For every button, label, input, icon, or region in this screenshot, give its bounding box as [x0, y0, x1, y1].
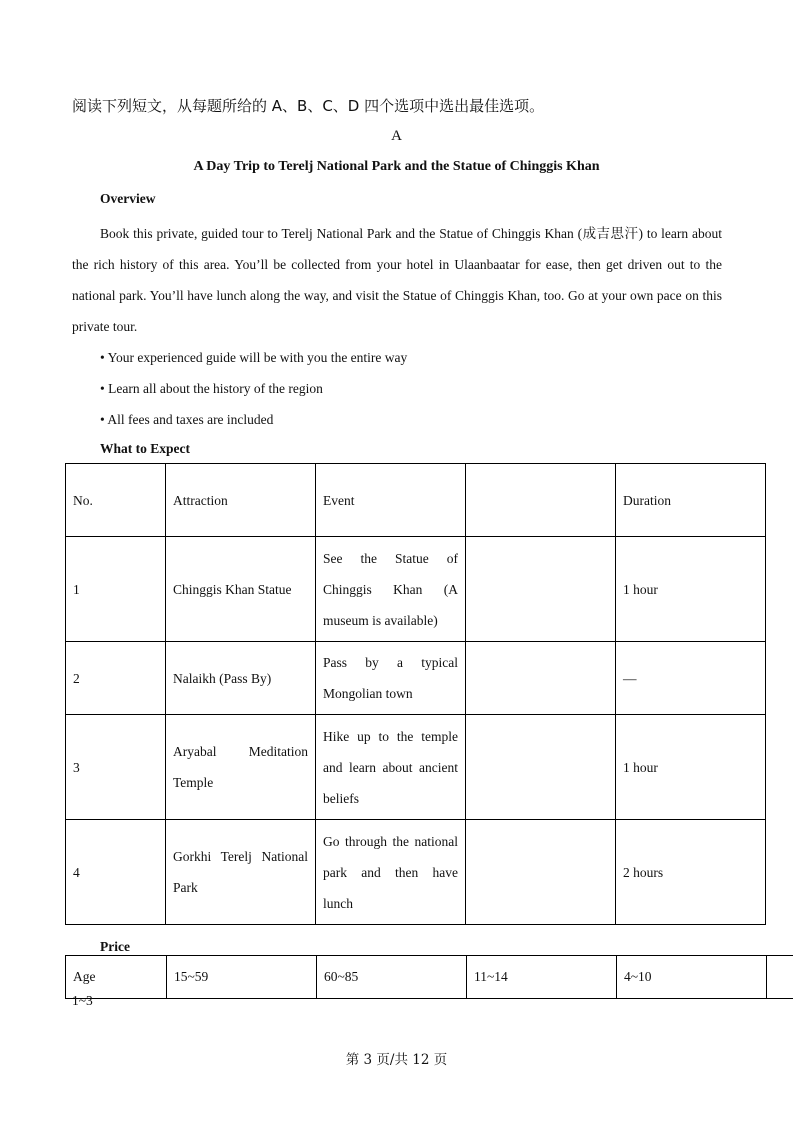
section-letter: A — [391, 128, 402, 144]
instruction: 阅读下列短文，从每题所给的 A、B、C、D 四个选项中选出最佳选项。 — [72, 97, 545, 115]
table-row — [66, 820, 766, 925]
table-row — [66, 715, 766, 820]
price-cell — [767, 956, 793, 999]
price-table — [65, 955, 793, 999]
page-footer: 第 3 页/共 12 页 — [345, 1052, 448, 1068]
extra-cell — [466, 537, 616, 642]
header-cell: Attraction — [166, 464, 316, 537]
row-number: 3 — [66, 715, 166, 820]
price-row — [66, 956, 793, 999]
extra-cell — [466, 642, 616, 715]
overview-paragraph — [72, 218, 722, 342]
event-cell: Hike up to the temple and learn about ancient beliefs — [316, 715, 466, 820]
event-cell: See the Statue of Chinggis Khan (A museum is available) — [316, 537, 466, 642]
bullet-item: • Your experienced guide will be with you the entire way — [100, 350, 408, 365]
duration-cell: 1 hour — [616, 537, 766, 642]
header-cell: No. — [66, 464, 166, 537]
attraction-cell: Gorkhi Terelj National Park — [166, 820, 316, 925]
table-row — [66, 642, 766, 715]
header-cell — [466, 464, 616, 537]
itinerary-table — [65, 463, 766, 925]
table-row — [66, 537, 766, 642]
extra-cell — [466, 820, 616, 925]
price-cell: 11~14 — [467, 956, 617, 999]
bullet-item: • Learn all about the history of the region — [100, 381, 323, 396]
header-cell: Duration — [616, 464, 766, 537]
row-number: 2 — [66, 642, 166, 715]
price-overflow-label: 1~3 — [72, 993, 93, 1008]
passage-title: A Day Trip to Terelj National Park and the Statue of Chinggis Khan — [193, 159, 600, 174]
overview-heading: Overview — [100, 191, 156, 206]
duration-cell: 1 hour — [616, 715, 766, 820]
attraction-cell: Aryabal Meditation Temple — [166, 715, 316, 820]
price-cell: 4~10 — [617, 956, 767, 999]
attraction-cell: Chinggis Khan Statue — [166, 537, 316, 642]
attraction-cell: Nalaikh (Pass By) — [166, 642, 316, 715]
overview-bullets — [100, 342, 407, 435]
what-to-expect-heading: What to Expect — [100, 441, 190, 456]
duration-cell: — — [616, 642, 766, 715]
extra-cell — [466, 715, 616, 820]
price-cell: 15~59 — [167, 956, 317, 999]
price-cell: 60~85 — [317, 956, 467, 999]
price-heading: Price — [100, 939, 130, 954]
event-cell: Go through the national park and then have lunch — [316, 820, 466, 925]
header-cell: Event — [316, 464, 466, 537]
table-header-row — [66, 464, 766, 537]
row-number: 4 — [66, 820, 166, 925]
bullet-item: • All fees and taxes are included — [100, 412, 274, 427]
duration-cell: 2 hours — [616, 820, 766, 925]
overview-paragraph-text: Book this private, guided tour to Terelj National Park and the Statue of Chinggis Khan (成吉思汗) to learn about the rich history of this area. You’ll be collected from your hotel in Ulaanbaatar for ease, then get driven out to the national park. You’ll have lunch along the way, and visit the Statue of Chinggis Khan, too. Go at your own pace on this private tour. — [72, 226, 722, 334]
event-cell: Pass by a typical Mongolian town — [316, 642, 466, 715]
row-number: 1 — [66, 537, 166, 642]
price-cell: Age — [66, 956, 167, 999]
